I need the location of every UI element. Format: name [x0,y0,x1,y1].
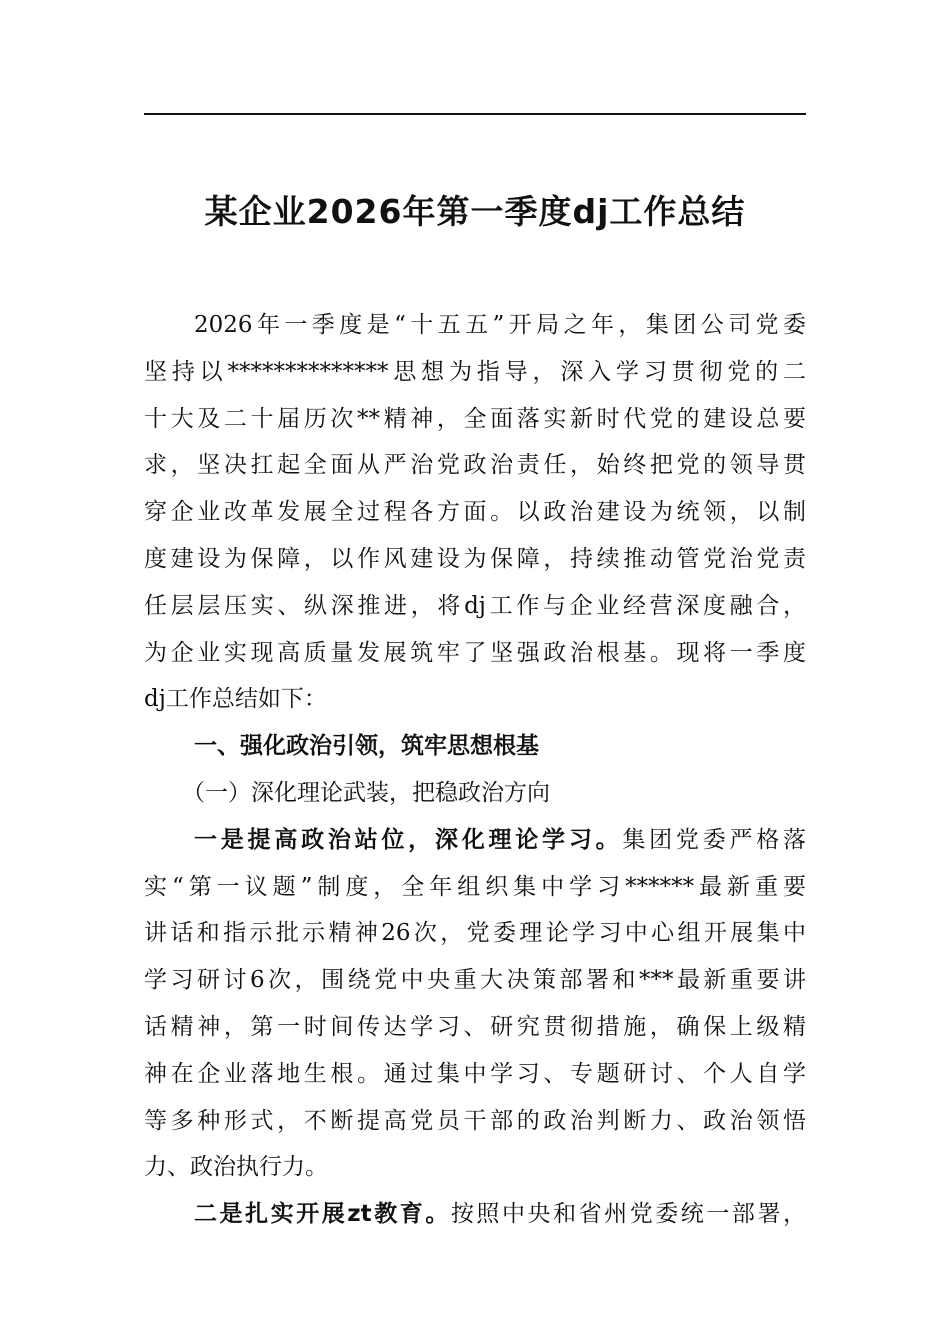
paragraph-2-line-1 [144,1191,806,1238]
intro-line-3: 十大及二十届历次**精神，全面落实新时代党的建设总要 [144,405,806,432]
intro-line-8: 为企业实现高质量发展筑牢了坚强政治根基。现将一季度 [144,639,806,666]
paragraph-1-line-2: 实“第一议题”制度，全年组织集中学习******最新重要 [144,873,806,900]
intro-line-4: 求，坚决扛起全面从严治党政治责任，始终把党的领导贯 [144,452,806,479]
subsection-heading-1: （一）深化理论武装，把稳政治方向 [182,779,550,806]
document-body [144,302,806,1238]
paragraph-2-line-1-text: 按照中央和省州党委统一部署， [450,1201,806,1228]
paragraph-1-line-1-text: 集团党委严格落 [622,826,806,853]
paragraph-1-lead: 一是提高政治站位，深化理论学习。 [194,826,623,853]
header-rule [144,113,806,115]
intro-line-6: 度建设为保障，以作风建设为保障，持续推动管党治党责 [144,545,806,572]
paragraph-1-line-7: 等多种形式，不断提高党员干部的政治判断力、政治领悟 [144,1107,806,1134]
paragraph-2-lead: 二是扎实开展zt教育。 [194,1201,451,1228]
paragraph-1-line-1 [144,817,806,864]
paragraph-1-line-8: 力、政治执行力。 [144,1154,328,1181]
intro-line-5: 穿企业改革发展全过程各方面。以政治建设为统领，以制 [144,499,806,526]
paragraph-1-line-3: 讲话和指示批示精神26次，党委理论学习中心组开展集中 [144,920,806,947]
intro-line-9: dj工作总结如下： [144,686,327,713]
paragraph-1-line-4: 学习研讨6次，围绕党中央重大决策部署和***最新重要讲 [144,967,806,994]
intro-line-7: 任层层压实、纵深推进，将dj工作与企业经营深度融合， [144,592,806,619]
document-title: 某企业2026年第一季度dj工作总结 [204,192,746,231]
intro-line-1: 2026年一季度是“十五五”开局之年，集团公司党委 [194,312,806,338]
section-heading-1: 一、强化政治引领，筑牢思想根基 [194,733,539,760]
paragraph-1-line-6: 神在企业落地生根。通过集中学习、专题研讨、个人自学 [144,1060,806,1087]
paragraph-1-line-5: 话精神，第一时间传达学习、研究贯彻措施，确保上级精 [144,1013,806,1040]
intro-line-2: 坚持以**************思想为指导，深入学习贯彻党的二 [144,358,806,385]
